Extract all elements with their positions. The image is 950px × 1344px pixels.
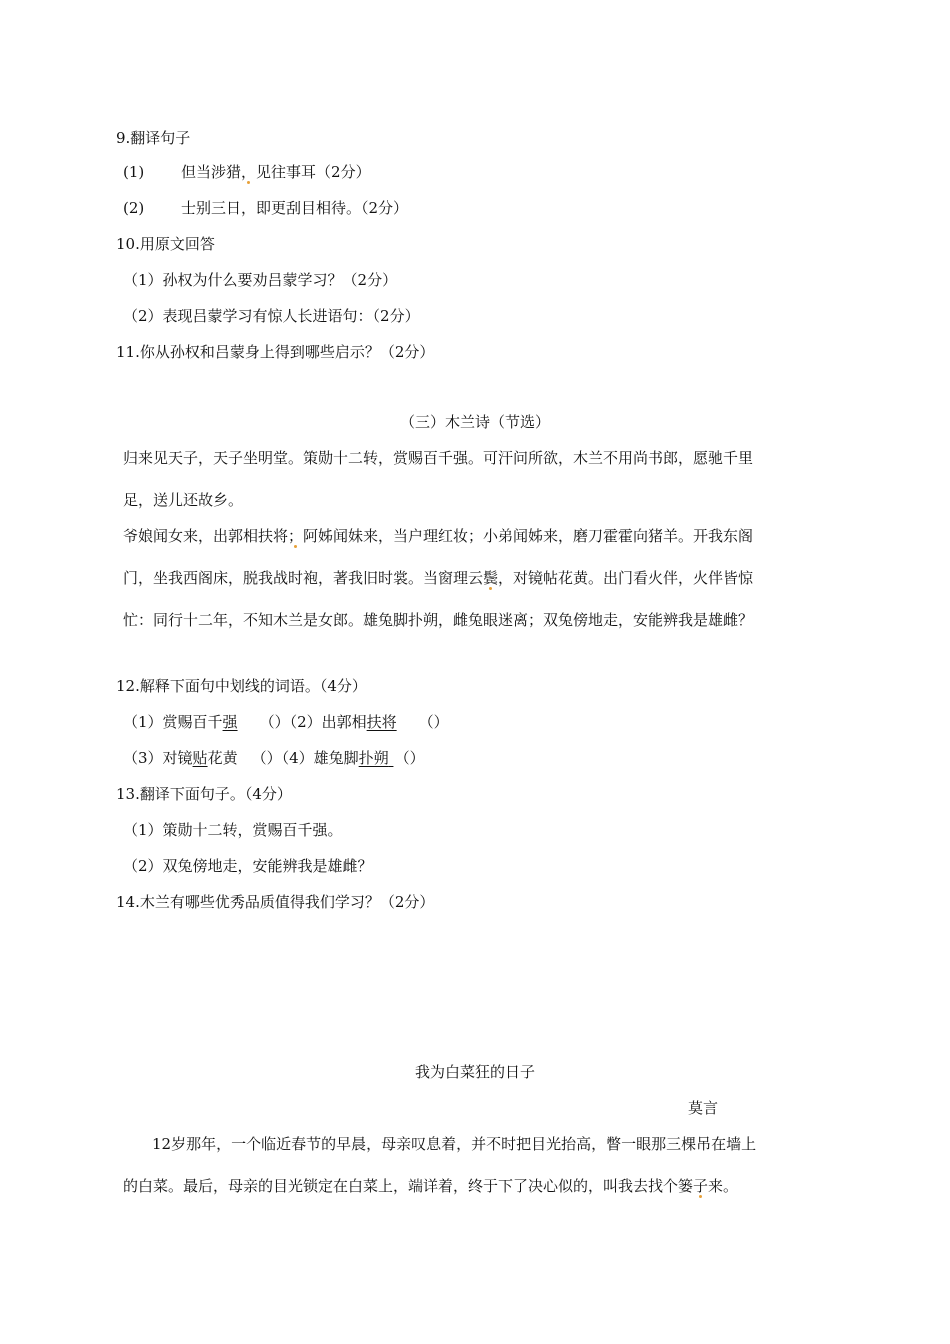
essay-paragraph-line-2 [123,1176,738,1196]
emphasis-dot-char: ； [288,527,304,545]
poem-text: ，对镜帖花黄。出门看火伴，火伴皆惊 [498,569,754,587]
essay-title: 我为白菜狂的日子 [414,1063,535,1081]
poem-line-2: 足，送儿还故乡。 [123,491,244,509]
question-13-item-1: （1）策勋十二转，赏赐百千强。 [123,821,343,839]
question-12-row-2 [123,748,425,768]
question-11: 11.你从孙权和吕蒙身上得到哪些启示？（2分） [116,343,435,361]
question-12-title: 12.解释下面句中划线的词语。（4分） [116,677,367,695]
poem-line-5: 忙：同行十二年，不知木兰是女郎。雄兔脚扑朔，雌兔眼迷离；双兔傍地走，安能辨我是雄雌？ [123,611,754,629]
answer-blank: （） [394,749,425,767]
poem-line-1: 归来见天子，天子坐明堂。策勋十二转，赏赐百千强。可汗问所欲，木兰不用尚书郎，愿驰千里 [123,449,754,467]
answer-blank: （） [251,749,282,767]
underlined-word: 贴 [192,749,208,767]
item-text: （1）赏赐百千 [123,713,223,731]
essay-paragraph-line-1: 12岁那年，一个临近春节的早晨，母亲叹息着，并不时把目光抬高，瞥一眼那三棵吊在墙上 [152,1135,757,1153]
poem-line-3 [123,526,753,546]
essay-text: 的白菜。最后，母亲的目光锁定在白菜上，端详着，终于下了决心似的，叫我去找个篓 [123,1177,694,1195]
answer-blank: （） [259,713,290,731]
poem-text: 爷娘闻女来，出郭相扶将 [123,527,289,545]
underlined-word: 强 [222,713,238,731]
item-label: (2) [123,199,145,217]
question-9-title: 9.翻译句子 [116,129,191,147]
section-3-title: （三）木兰诗（节选） [399,413,550,431]
poem-text: 阿姊闻妹来，当户理红妆；小弟闻姊来，磨刀霍霍向猪羊。开我东阁 [303,527,754,545]
essay-author: 莫言 [688,1099,719,1117]
question-14: 14.木兰有哪些优秀品质值得我们学习？（2分） [116,893,435,911]
emphasis-dot-char: 鬓 [483,569,499,587]
item-text: （3）对镜 [123,749,193,767]
item-text: 花黄 [207,749,238,767]
answer-blank: （） [418,713,449,731]
question-10-item-2: （2）表现吕蒙学习有惊人长进语句：（2分） [123,307,420,325]
question-10-title: 10.用原文回答 [116,235,215,253]
question-13-item-2: （2）双兔傍地走，安能辨我是雄雌？ [123,857,373,875]
item-text: （4）雄兔脚 [281,749,359,767]
emphasis-dot-char: 子 [693,1177,709,1195]
question-9-item-1 [123,162,371,182]
question-9-item-2 [123,198,408,218]
poem-text: 门，坐我西阁床，脱我战时袍，著我旧时裳。当窗理云 [123,569,484,587]
question-10-item-1: （1）孙权为什么要劝吕蒙学习？（2分） [123,271,398,289]
item-text: 但当涉猎 [181,163,242,181]
question-12-row-1 [123,712,449,732]
poem-line-4 [123,568,753,588]
emphasis-dot-char: ， [241,163,257,181]
underlined-word: 扶将 [366,713,397,731]
item-label: (1) [123,163,145,181]
item-text: 见往事耳（2分） [256,163,371,181]
underlined-word: 扑朔 [358,749,389,767]
item-text: （2）出郭相 [289,713,367,731]
item-text: 士别三日，即更刮目相待。（2分） [181,199,409,217]
question-13-title: 13.翻译下面句子。（4分） [116,785,292,803]
essay-text: 来。 [708,1177,739,1195]
